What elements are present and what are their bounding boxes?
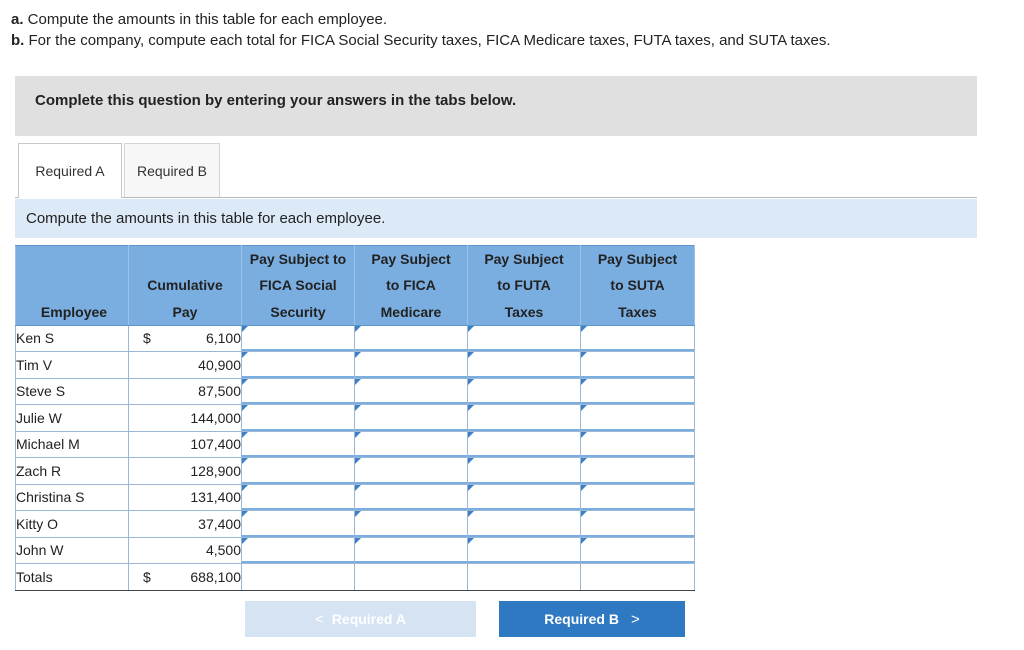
- employee-name: Michael M: [16, 431, 129, 458]
- cumulative-pay-value: 144,000: [190, 409, 241, 426]
- header-employee: Employee: [16, 299, 129, 326]
- payroll-table: [15, 245, 695, 591]
- cumulative-pay-value: 87,500: [198, 383, 241, 400]
- table-row: [16, 325, 695, 352]
- totals-row: [16, 564, 695, 591]
- table-row: [16, 352, 695, 379]
- futa-input-0[interactable]: [468, 326, 580, 350]
- futa-input-8[interactable]: [468, 538, 580, 562]
- fica-medicare-cell: [355, 484, 468, 511]
- cumulative-pay-cell: [129, 431, 242, 458]
- fica-medicare-cell: [355, 458, 468, 485]
- next-button-label: Required B: [544, 611, 619, 627]
- header-employee-2: [16, 272, 129, 299]
- suta-cell: [581, 378, 695, 405]
- futa-input-5[interactable]: [468, 459, 580, 483]
- futa-cell: [468, 537, 581, 564]
- table-row: [16, 511, 695, 538]
- suta-cell: [581, 537, 695, 564]
- header-suta-1: Pay Subject: [581, 246, 695, 273]
- suta-input-8[interactable]: [581, 538, 694, 562]
- table-row: [16, 378, 695, 405]
- futa-input-1[interactable]: [468, 353, 580, 377]
- suta-cell: [581, 431, 695, 458]
- fica-ss-cell: [242, 405, 355, 432]
- question-subtitle-bar: [15, 199, 977, 238]
- cumulative-pay-value: 4,500: [205, 542, 241, 559]
- instruction-a: [11, 11, 387, 29]
- futa-cell: [468, 431, 581, 458]
- futa-cell: [468, 352, 581, 379]
- fica-ss-input-1[interactable]: [242, 353, 354, 377]
- cumulative-pay-value: 37,400: [198, 515, 241, 532]
- total-suta-cell: [581, 564, 695, 591]
- suta-cell: [581, 352, 695, 379]
- fica-ss-input-4[interactable]: [242, 432, 354, 456]
- header-fica-med-2: to FICA: [355, 272, 468, 299]
- cumulative-pay-value: 107,400: [190, 436, 241, 453]
- fica-medicare-input-6[interactable]: [355, 485, 467, 509]
- fica-medicare-cell: [355, 325, 468, 352]
- total-futa-cell: [468, 564, 581, 591]
- instruction-a-prefix: a.: [11, 11, 24, 28]
- header-fica-ss-1: Pay Subject to: [242, 246, 355, 273]
- suta-input-6[interactable]: [581, 485, 694, 509]
- next-required-b-button[interactable]: [499, 601, 685, 637]
- suta-input-4[interactable]: [581, 432, 694, 456]
- fica-ss-cell: [242, 325, 355, 352]
- fica-medicare-cell: [355, 511, 468, 538]
- suta-cell: [581, 405, 695, 432]
- fica-ss-cell: [242, 511, 355, 538]
- total-fica-ss-cell: [242, 564, 355, 591]
- suta-input-2[interactable]: [581, 379, 694, 403]
- futa-input-7[interactable]: [468, 512, 580, 536]
- fica-medicare-input-2[interactable]: [355, 379, 467, 403]
- instruction-b-text: For the company, compute each total for FICA Social Security taxes, FICA Medicare taxes, FUTA taxes, and SUTA taxes.: [24, 32, 831, 49]
- fica-ss-input-0[interactable]: [242, 326, 354, 350]
- chevron-left-icon: <: [315, 610, 324, 628]
- fica-medicare-input-4[interactable]: [355, 432, 467, 456]
- header-futa-3: Taxes: [468, 299, 581, 326]
- header-suta-2: to SUTA: [581, 272, 695, 299]
- fica-medicare-cell: [355, 537, 468, 564]
- fica-medicare-input-3[interactable]: [355, 406, 467, 430]
- futa-cell: [468, 511, 581, 538]
- fica-ss-cell: [242, 378, 355, 405]
- suta-input-1[interactable]: [581, 353, 694, 377]
- header-fica-ss-2: FICA Social: [242, 272, 355, 299]
- header-suta-3: Taxes: [581, 299, 695, 326]
- table-row: [16, 537, 695, 564]
- table-row: [16, 484, 695, 511]
- cumulative-pay-cell: [129, 325, 242, 352]
- fica-medicare-input-5[interactable]: [355, 459, 467, 483]
- fica-medicare-input-1[interactable]: [355, 353, 467, 377]
- cumulative-pay-value: 128,900: [190, 462, 241, 479]
- fica-ss-cell: [242, 458, 355, 485]
- employee-name: Steve S: [16, 378, 129, 405]
- fica-ss-input-2[interactable]: [242, 379, 354, 403]
- fica-medicare-cell: [355, 378, 468, 405]
- futa-input-3[interactable]: [468, 406, 580, 430]
- futa-cell: [468, 325, 581, 352]
- fica-ss-cell: [242, 537, 355, 564]
- employee-name: Tim V: [16, 352, 129, 379]
- fica-ss-input-3[interactable]: [242, 406, 354, 430]
- suta-cell: [581, 325, 695, 352]
- futa-input-6[interactable]: [468, 485, 580, 509]
- fica-ss-cell: [242, 431, 355, 458]
- fica-ss-input-7[interactable]: [242, 512, 354, 536]
- tab-required-a[interactable]: Required A: [18, 143, 122, 198]
- header-cumulative-2: Cumulative: [129, 272, 242, 299]
- cumulative-pay-value: 688,100: [190, 568, 241, 585]
- tab-required-b[interactable]: Required B: [124, 143, 220, 198]
- instruction-b: [11, 32, 831, 50]
- header-fica-ss-3: Security: [242, 299, 355, 326]
- header-cumulative-1: [129, 246, 242, 273]
- cumulative-pay-cell: [129, 378, 242, 405]
- question-subtitle: Compute the amounts in this table for each employee.: [26, 210, 386, 227]
- totals-cumulative-pay: [129, 564, 242, 591]
- cumulative-pay-cell: [129, 511, 242, 538]
- table-row: [16, 458, 695, 485]
- futa-input-2[interactable]: [468, 379, 580, 403]
- futa-cell: [468, 405, 581, 432]
- instructions-banner: [15, 76, 977, 136]
- header-futa-2: to FUTA: [468, 272, 581, 299]
- futa-input-4[interactable]: [468, 432, 580, 456]
- suta-cell: [581, 458, 695, 485]
- fica-ss-cell: [242, 484, 355, 511]
- employee-name: John W: [16, 537, 129, 564]
- fica-medicare-input-8[interactable]: [355, 538, 467, 562]
- prev-button-label: Required A: [331, 611, 406, 627]
- suta-input-0[interactable]: [581, 326, 694, 350]
- dollar-sign: $: [143, 568, 151, 585]
- dollar-sign: $: [143, 330, 151, 347]
- fica-ss-input-5[interactable]: [242, 459, 354, 483]
- fica-ss-cell: [242, 352, 355, 379]
- fica-medicare-input-7[interactable]: [355, 512, 467, 536]
- futa-cell: [468, 458, 581, 485]
- fica-medicare-cell: [355, 431, 468, 458]
- instruction-b-prefix: b.: [11, 32, 25, 49]
- cumulative-pay-cell: [129, 405, 242, 432]
- suta-input-5[interactable]: [581, 459, 694, 483]
- suta-cell: [581, 484, 695, 511]
- instruction-a-text: Compute the amounts in this table for each employee.: [23, 11, 388, 28]
- cumulative-pay-value: 6,100: [205, 330, 241, 347]
- futa-cell: [468, 484, 581, 511]
- cumulative-pay-cell: [129, 484, 242, 511]
- prev-required-a-button[interactable]: [245, 601, 476, 637]
- cumulative-pay-cell: [129, 537, 242, 564]
- employee-name: Kitty O: [16, 511, 129, 538]
- fica-medicare-cell: [355, 405, 468, 432]
- employee-name: Christina S: [16, 484, 129, 511]
- banner-text: Complete this question by entering your answers in the tabs below.: [35, 92, 517, 109]
- totals-label: Totals: [16, 564, 129, 591]
- header-fica-med-3: Medicare: [355, 299, 468, 326]
- fica-medicare-cell: [355, 352, 468, 379]
- employee-name: Zach R: [16, 458, 129, 485]
- futa-cell: [468, 378, 581, 405]
- cumulative-pay-cell: [129, 458, 242, 485]
- employee-name: Ken S: [16, 325, 129, 352]
- suta-cell: [581, 511, 695, 538]
- employee-name: Julie W: [16, 405, 129, 432]
- suta-input-7[interactable]: [581, 512, 694, 536]
- table-row: [16, 405, 695, 432]
- header-futa-1: Pay Subject: [468, 246, 581, 273]
- fica-medicare-input-0[interactable]: [355, 326, 467, 350]
- total-fica-medicare-cell: [355, 564, 468, 591]
- header-cumulative-pay: Pay: [129, 299, 242, 326]
- header-employee-1: [16, 246, 129, 273]
- fica-ss-input-8[interactable]: [242, 538, 354, 562]
- cumulative-pay-value: 40,900: [198, 356, 241, 373]
- chevron-right-icon: >: [630, 610, 640, 628]
- tab-divider: [15, 197, 977, 198]
- table-row: [16, 431, 695, 458]
- cumulative-pay-cell: [129, 352, 242, 379]
- suta-input-3[interactable]: [581, 406, 694, 430]
- fica-ss-input-6[interactable]: [242, 485, 354, 509]
- cumulative-pay-value: 131,400: [190, 489, 241, 506]
- header-fica-med-1: Pay Subject: [355, 246, 468, 273]
